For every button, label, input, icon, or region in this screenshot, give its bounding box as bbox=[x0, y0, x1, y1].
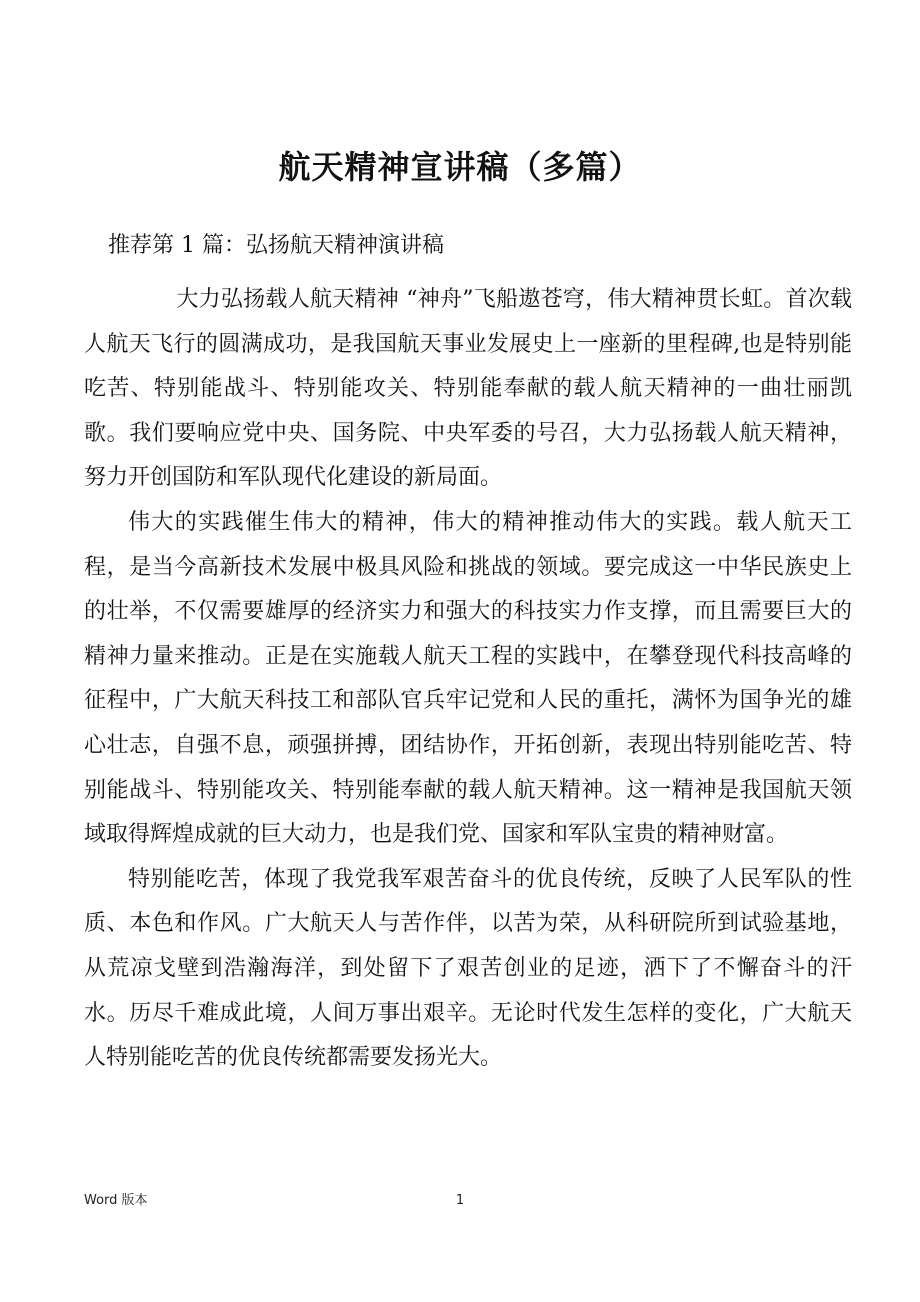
paragraph-1: 大力弘扬载人航天精神 “神舟”飞船遨苍穹，伟大精神贯长虹。首次载人航天飞行的圆满成功，是我国航天事业发展史上一座新的里程碑,也是特别能吃苦、特别能战斗、特别能攻关、特别能奉献的载人航天精神的一曲壮丽凯歌。我们要响应党中央、国务院、中央军委的号召，大力弘扬载人航天精神，努力开创国防和军队现代化建设的新局面。 bbox=[84, 287, 852, 491]
page-title: 航天精神宣讲稿（多篇） bbox=[278, 148, 642, 186]
footer-version-label: Word 版本 bbox=[84, 1193, 148, 1208]
footer-page-number: 1 bbox=[455, 1193, 465, 1208]
paragraph-3: 特别能吃苦，体现了我党我军艰苦奋斗的优良传统，反映了人民军队的性质、本色和作风。广大航天人与苦作伴，以苦为荣，从科研院所到试验基地，从荒凉戈壁到浩瀚海洋，到处留下了艰苦创业的足迹，洒下了不懈奋斗的汗水。历尽千难成此境，人间万事出艰辛。无论时代发生怎样的变化，广大航天人特别能吃苦的优良传统都需要发扬光大。 bbox=[84, 866, 852, 1071]
document-body bbox=[84, 278, 852, 1081]
section-subtitle: 推荐第 1 篇：弘扬航天精神演讲稿 bbox=[108, 233, 444, 258]
paragraph-2: 伟大的实践催生伟大的精神，伟大的精神推动伟大的实践。载人航天工程，是当今高新技术发展中极具风险和挑战的领域。要完成这一中华民族史上的壮举，不仅需要雄厚的经济实力和强大的科技实力作支撑，而且需要巨大的精神力量来推动。正是在实施载人航天工程的实践中，在攀登现代科技高峰的征程中，广大航天科技工和部队官兵牢记党和人民的重托，满怀为国争光的雄心壮志，自强不息，顽强拼搏，团结协作，开拓创新，表现出特别能吃苦、特别能战斗、特别能攻关、特别能奉献的载人航天精神。这一精神是我国航天领域取得辉煌成就的巨大动力，也是我们党、国家和军队宝贵的精神财富。 bbox=[84, 509, 852, 848]
